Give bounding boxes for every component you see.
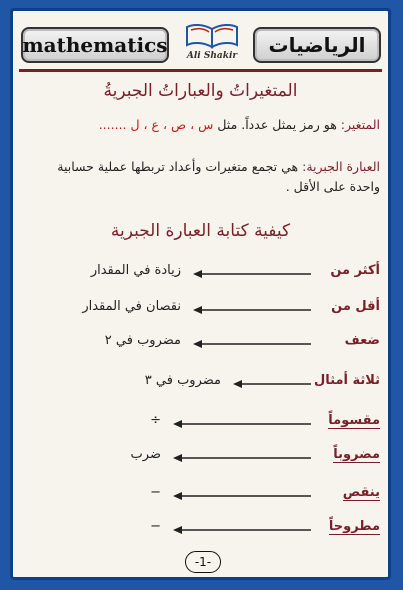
phrase-meaning: زيادة في المقدار xyxy=(90,263,181,278)
translation-row xyxy=(13,373,388,399)
lesson-title: المتغيراتُ والعباراتُ الجبريةُ xyxy=(103,81,298,101)
phrase-meaning: − xyxy=(150,485,161,500)
arrow-left-icon xyxy=(173,489,313,503)
translation-row xyxy=(13,263,388,289)
section-subtitle: كيفية كتابة العبارة الجبرية xyxy=(110,221,291,241)
phrase-word: ينقص xyxy=(342,485,380,500)
logo-text: Ali Shakir xyxy=(186,51,238,61)
variable-label: المتغير: xyxy=(340,117,380,132)
translation-row xyxy=(13,519,388,545)
arrow-left-icon xyxy=(173,417,313,431)
header-divider xyxy=(19,69,382,72)
arrow-left-icon xyxy=(173,451,313,465)
arrow-left-icon xyxy=(233,377,313,391)
translation-row xyxy=(13,413,388,439)
phrase-word: أقل من xyxy=(331,299,380,314)
translation-row xyxy=(13,299,388,325)
phrase-word: أكثر من xyxy=(330,263,380,278)
phrase-meaning: مضروب في ٢ xyxy=(104,333,181,348)
page-frame xyxy=(10,8,391,580)
arrow-left-icon xyxy=(173,523,313,537)
page-number: -1- xyxy=(185,551,221,573)
variable-text: هو رمز يمثل عدداً. مثل xyxy=(213,117,341,132)
phrase-meaning: − xyxy=(150,519,161,534)
phrase-meaning: مضروب في ٣ xyxy=(144,373,221,388)
arrow-left-icon xyxy=(193,337,313,351)
phrase-word: مطروحاً xyxy=(328,519,380,534)
phrase-word: ضعف xyxy=(344,333,380,348)
logo xyxy=(176,21,248,69)
variable-definition xyxy=(19,117,380,132)
phrase-meaning: نقصان في المقدار xyxy=(82,299,181,314)
variable-examples: س ، ص ، ع ، ل ....... xyxy=(98,117,214,132)
expression-label: العبارة الجبرية: xyxy=(302,159,380,174)
book-icon xyxy=(185,21,239,51)
arrow-left-icon xyxy=(193,303,313,317)
phrase-meaning: ÷ xyxy=(150,413,161,428)
header xyxy=(21,19,381,69)
translation-row xyxy=(13,447,388,473)
mathematics-title: mathematics xyxy=(21,27,169,63)
algebraic-expression-definition xyxy=(23,157,380,197)
expression-text: هي تجمع متغيرات وأعداد تربطها عملية حسابية واحدة على الأقل . xyxy=(57,159,380,194)
arrow-left-icon xyxy=(193,267,313,281)
translation-row xyxy=(13,333,388,359)
phrase-word: ثلاثة أمثال xyxy=(313,373,380,388)
arabic-subject-title: الرياضيات xyxy=(253,27,381,63)
phrase-word: مضروباً xyxy=(333,447,380,462)
translation-row xyxy=(13,485,388,511)
phrase-meaning: ضرب xyxy=(130,447,161,462)
phrase-word: مقسوماً xyxy=(328,413,380,428)
